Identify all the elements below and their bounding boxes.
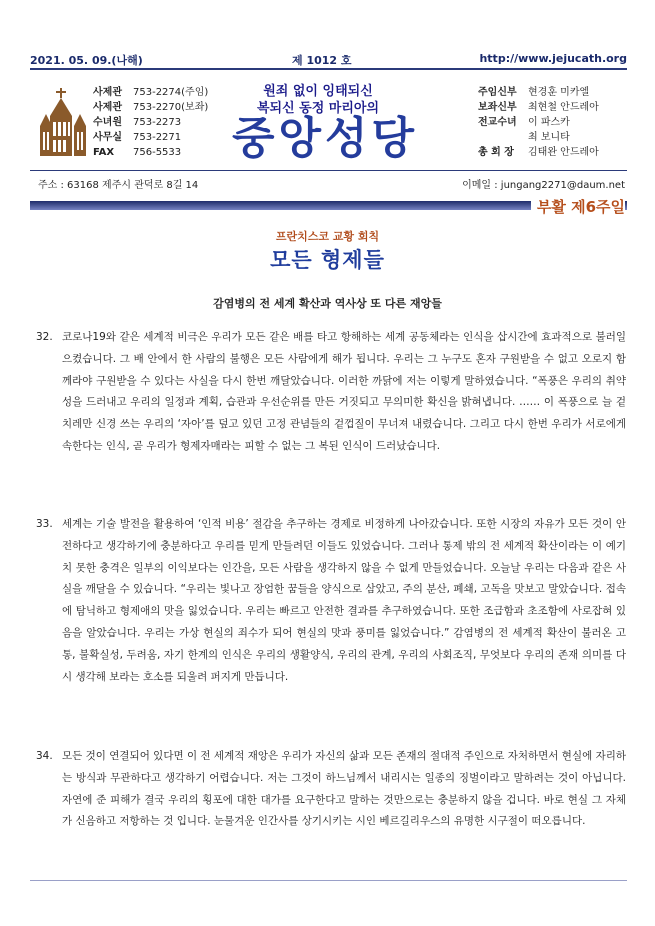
article-title: 모든 형제들 [270,248,385,272]
paragraph-number: 33. [36,518,53,530]
clergy-row: 보좌신부 최현철 안드레아 [478,102,599,113]
paragraph-number: 34. [36,750,53,762]
clergy-list [478,85,599,160]
issue-date: 2021. 05. 09.(나해) [30,54,143,67]
clergy-row: 전교수녀 이 파스카 [478,117,570,128]
paragraph-33 [36,514,626,688]
contact-row: 사제관 753-2274(주임) [93,87,209,98]
parish-subtitle [233,83,403,117]
clergy-row: 최 보니타 [528,132,570,143]
liturgical-season: 부활 제6주일 [531,196,625,217]
parish-title: 중앙성당 [231,113,418,164]
contact-row: FAX 756-5533 [93,147,182,158]
paragraph-number: 32. [36,331,53,343]
paragraph-32 [36,327,626,458]
church-icon [38,88,88,158]
paragraph-34 [36,746,626,833]
website-link[interactable]: http://www.jejucath.org [479,52,627,65]
subtitle-line-1: 원죄 없이 잉태되신 [263,84,373,99]
paragraph-text: 세계는 기술 발전을 활용하여 ‘인적 비용’ 절감을 추구하는 경제로 비정하게 나아갔습니다. 또한 시장의 자유가 모든 것이 안전하다고 생각하기에 충분하다고 우리를 믿게 만들려던 이들도 있었습니다. 그러나 통제 밖의 전 세계적 확산이라는 이 예기치 못한 충격은 일부의 이익보다는 인간을, 모든 사람을 생각하지 않을 수 없게 만들었습니다. 오늘날 우리는 다음과 같은 사실을 깨달을 수 있습니다. “우리는 빛나고 장엄한 꿈들을 양식으로 삼았고, 주의 분산, 폐쇄, 고독을 맛보고 말았습니다. 접속에 탐닉하고 형제애의 맛을 잃었습니다. 우리는 빠르고 안전한 결과를 추구하였습니다. 또한 조급함과 초조함에 사로잡혀 있음을 알았습니다. 우리는 가상 현실의 죄수가 되어 현실의 맛과 풍미를 잃었습니다.” 감염병의 전 세계적 확산이 불러온 고통, 불확실성, 두려움, 자기 한계의 인식은 우리의 생활양식, 우리의 관계, 우리의 사회조직, 무엇보다 우리의 존재 의미를 다시 생각해 보라는 호소를 되울려 퍼지게 만듭니다. [62,518,626,683]
email-text: 이메일 : jungang2271@daum.net [462,180,625,191]
top-divider [30,68,627,70]
issue-number: 제 1012 호 [292,54,352,67]
header-divider [30,170,627,171]
clergy-row: 총 회 장 김태완 안드레아 [478,147,599,158]
clergy-row: 주임신부 현경훈 미카엘 [478,87,590,98]
contact-row: 수녀원 753-2273 [93,117,182,128]
bottom-divider [30,880,627,881]
contact-list [93,85,208,160]
address-text: 주소 : 63168 제주시 관덕로 8길 14 [38,180,199,191]
article-kicker: 프란치스코 교황 회칙 [275,230,380,243]
contact-row: 사제관 753-2270(보좌) [93,102,209,113]
section-heading: 감염병의 전 세계 확산과 역사상 또 다른 재앙들 [213,297,442,310]
paragraph-text: 모든 것이 연결되어 있다면 이 전 세계적 재앙은 우리가 자신의 삶과 모든 존재의 절대적 주인으로 자처하면서 현실에 자리하는 방식과 무관하다고 생각하기 어렵습니다. 저는 그것이 하느님께서 내리시는 일종의 징벌이라고 말하려는 것이 아닙니다. 자연에 준 피해가 결국 우리의 횡포에 대한 대가를 요구한다고 말하는 것만으로는 충분하지 않을 겁니다. 바로 현실 그 자체가 신음하고 저항하는 것 입니다. 눈물겨운 인간사를 상기시키는 시인 베르길리우스의 유명한 시구절이 떠오릅니다. [62,750,626,828]
contact-row: 사무실 753-2271 [93,132,182,143]
paragraph-text: 코로나19와 같은 세계적 비극은 우리가 모든 같은 배를 타고 항해하는 세계 공동체라는 인식을 삽시간에 효과적으로 불러일으켰습니다. 그 배 안에서 한 사람의 불행은 모든 사람에게 해가 됩니다. 우리는 그 누구도 혼자 구원받을 수 없고 오로지 함께라야 구원받을 수 있다는 사실을 다시 한번 깨달았습니다. 이러한 까닭에 저는 이렇게 말하였습니다. “폭풍은 우리의 취약성을 드러내고 우리의 일정과 계획, 습관과 우선순위를 만든 거짓되고 무의미한 확신을 밝혀냅니다. …… 이 폭풍으로 늘 겉치레만 신경 쓰는 우리의 ‘자아’를 덮고 있던 고정 관념들의 겉껍질이 무너져 내렸습니다. 그리고 다시 한번 우리가 서로에게 속한다는 인식, 곧 우리가 형제자매라는 피할 수 없는 그 복된 인식이 드러났습니다. [62,331,626,452]
subtitle-line-2: 복되신 동정 마리아의 [256,101,380,116]
